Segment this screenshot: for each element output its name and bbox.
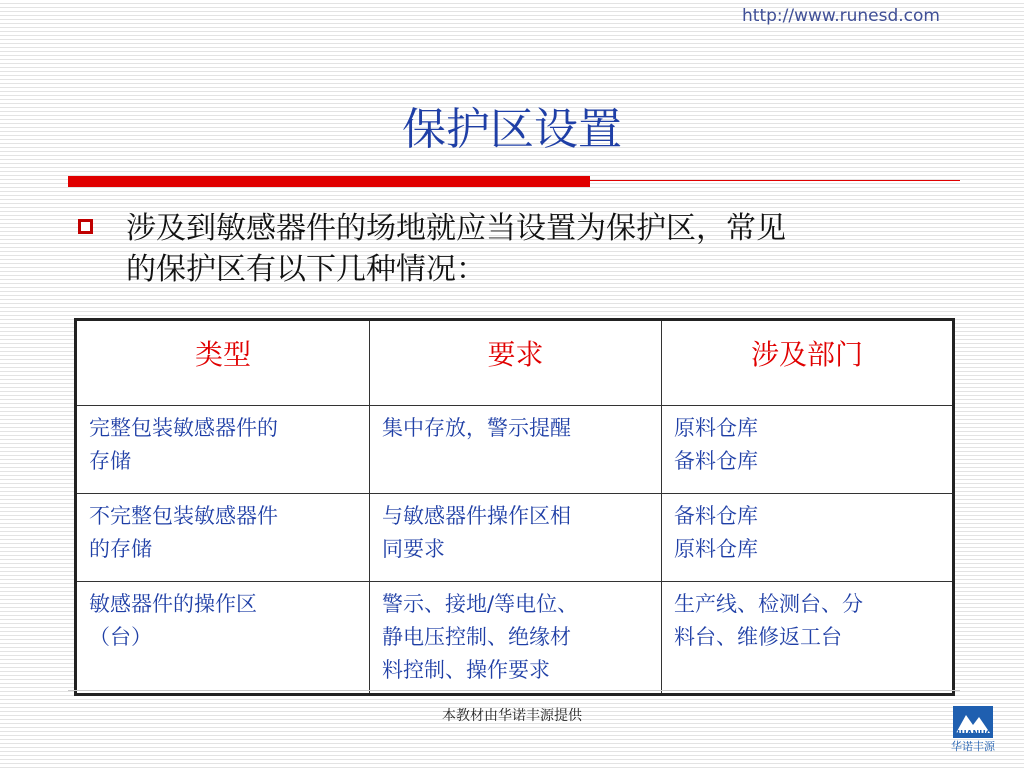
cell-line: 原料仓库 <box>674 416 758 440</box>
logo-caption: 华诺丰源 <box>951 740 995 753</box>
cell-requirement <box>370 582 662 695</box>
table-header-row <box>76 320 954 406</box>
bullet-line-1: 涉及到敏感器件的场地就应当设置为保护区，常见 <box>126 211 786 246</box>
bullet-paragraph <box>126 208 956 290</box>
protection-zone-table <box>74 318 955 696</box>
title-underline-thin <box>590 180 960 181</box>
cell-type <box>76 494 370 582</box>
header-requirement: 要求 <box>370 320 662 406</box>
cell-line: 的存储 <box>89 537 152 561</box>
cell-type <box>76 406 370 494</box>
cell-line: 完整包装敏感器件的 <box>89 416 278 440</box>
cell-line: 静电压控制、绝缘材 <box>382 625 571 649</box>
table-row <box>76 494 954 582</box>
square-bullet-icon <box>78 219 93 234</box>
cell-requirement <box>370 406 662 494</box>
logo-brand-text: HUANUO <box>953 729 993 738</box>
header-type: 类型 <box>76 320 370 406</box>
slide-title: 保护区设置 <box>402 104 622 155</box>
table-row <box>76 582 954 695</box>
cell-line: 不完整包装敏感器件 <box>89 504 278 528</box>
cell-line: （台） <box>89 625 152 649</box>
huanuo-logo-icon <box>942 703 1004 765</box>
cell-line: 生产线、检测台、分 <box>674 592 863 616</box>
title-underline-bar <box>68 176 590 187</box>
cell-type <box>76 582 370 695</box>
cell-department <box>662 494 954 582</box>
table-row <box>76 406 954 494</box>
cell-line: 备料仓库 <box>674 504 758 528</box>
cell-line: 料台、维修返工台 <box>674 625 842 649</box>
cell-line: 备料仓库 <box>674 449 758 473</box>
footer-divider <box>68 690 960 691</box>
cell-line: 集中存放，警示提醒 <box>382 416 571 440</box>
cell-line: 料控制、操作要求 <box>382 658 550 682</box>
cell-department <box>662 582 954 695</box>
footer-credit: 本教材由华诺丰源提供 <box>442 708 582 724</box>
cell-department <box>662 406 954 494</box>
header-department: 涉及部门 <box>662 320 954 406</box>
cell-line: 存储 <box>89 449 131 473</box>
cell-line: 原料仓库 <box>674 537 758 561</box>
cell-requirement <box>370 494 662 582</box>
bullet-line-2: 的保护区有以下几种情况： <box>126 252 486 287</box>
cell-line: 与敏感器件操作区相 <box>382 504 571 528</box>
cell-line: 敏感器件的操作区 <box>89 592 257 616</box>
site-url: http://www.runesd.com <box>742 6 940 26</box>
cell-line: 警示、接地/等电位、 <box>382 592 579 616</box>
cell-line: 同要求 <box>382 537 445 561</box>
